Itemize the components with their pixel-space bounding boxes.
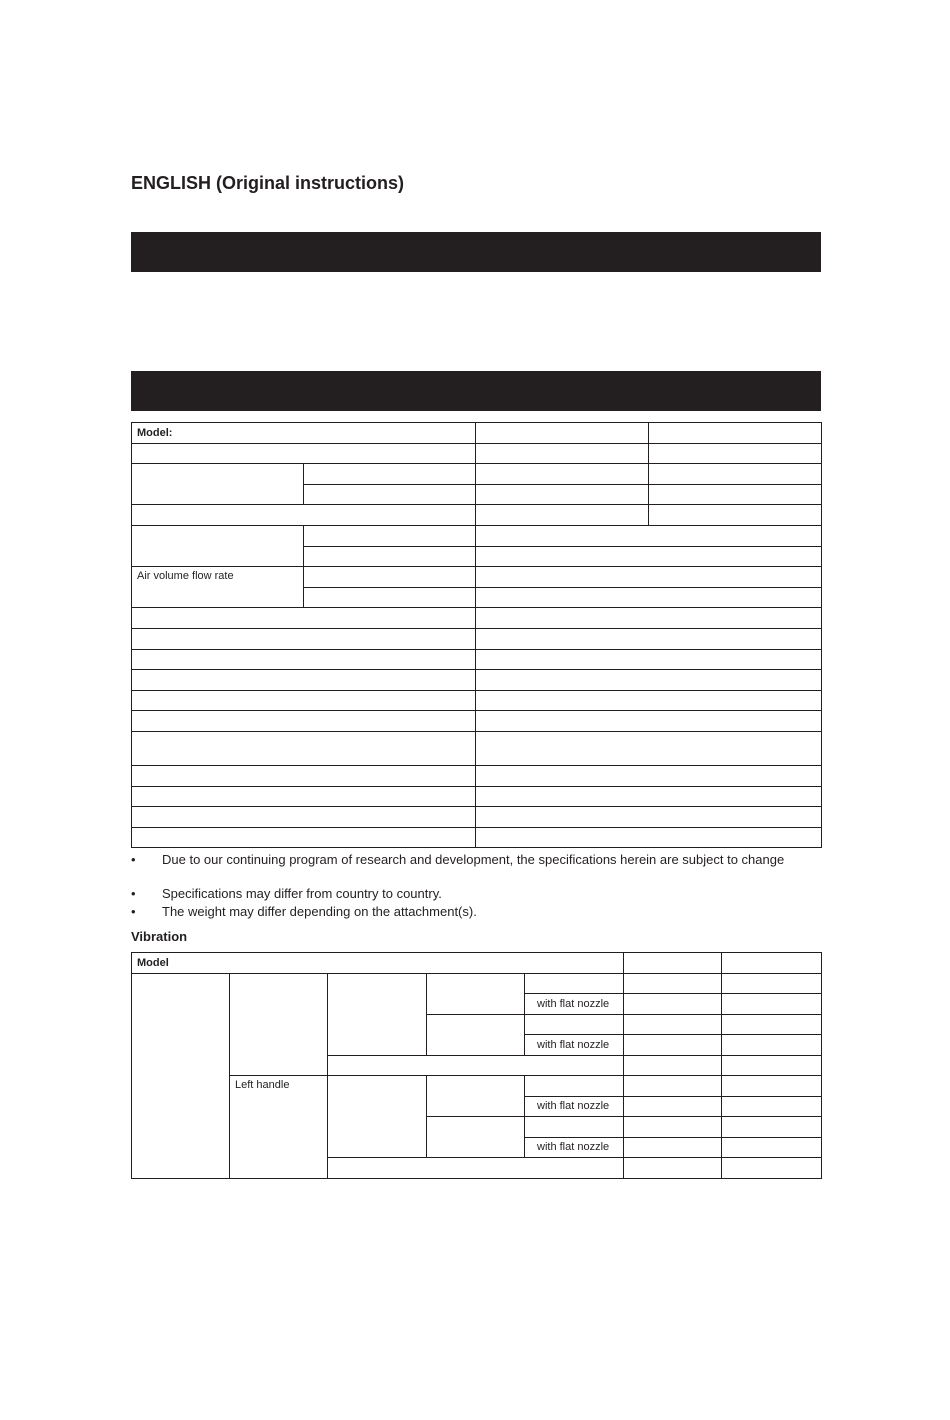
table-cell <box>132 525 304 566</box>
table-cell <box>476 443 649 464</box>
table-cell <box>476 546 822 567</box>
table-row <box>132 443 822 464</box>
table-cell <box>132 690 476 711</box>
table-cell <box>624 1158 722 1179</box>
table-cell <box>132 649 476 670</box>
table-row <box>132 807 822 828</box>
table-row <box>132 608 822 629</box>
specification-notes-continued <box>131 885 821 921</box>
table-cell <box>476 587 822 608</box>
table-row <box>132 525 822 546</box>
table-row <box>132 464 822 485</box>
table-cell <box>132 628 476 649</box>
table-cell <box>304 587 476 608</box>
table-cell <box>427 1117 525 1158</box>
table-cell <box>476 505 649 526</box>
table-cell <box>525 1076 624 1097</box>
table-cell <box>476 827 822 848</box>
table-cell <box>304 484 476 505</box>
note-text: Specifications may differ from country to country. <box>162 886 442 901</box>
table-cell <box>132 464 304 505</box>
table-cell <box>722 1035 822 1056</box>
bullet: • <box>131 886 136 901</box>
table-cell <box>722 1014 822 1035</box>
flat-nozzle-label: with flat nozzle <box>525 1035 624 1056</box>
table-cell <box>427 1014 525 1055</box>
table-row <box>132 628 822 649</box>
specifications-table <box>131 422 822 848</box>
table-cell <box>649 423 822 444</box>
table-cell <box>132 765 476 786</box>
table-cell <box>476 484 649 505</box>
specifications-header-bar <box>131 371 821 411</box>
table-cell <box>722 973 822 994</box>
table-cell <box>722 1055 822 1076</box>
table-cell <box>132 711 476 732</box>
table-cell <box>328 1076 427 1158</box>
bullet: • <box>131 852 136 867</box>
table-cell <box>132 505 476 526</box>
table-cell <box>230 973 328 1076</box>
table-cell <box>722 1137 822 1158</box>
table-cell <box>722 1096 822 1117</box>
table-cell <box>328 973 427 1055</box>
table-cell <box>722 994 822 1015</box>
table-row <box>132 423 822 444</box>
air-volume-label: Air volume flow rate <box>132 567 304 608</box>
table-cell <box>132 731 476 765</box>
note-item <box>131 851 821 869</box>
table-cell <box>722 1158 822 1179</box>
table-cell <box>476 525 822 546</box>
flat-nozzle-label: with flat nozzle <box>525 1096 624 1117</box>
table-cell <box>132 827 476 848</box>
table-cell <box>132 807 476 828</box>
table-cell <box>722 953 822 974</box>
table-row <box>132 1076 822 1097</box>
note-text: Due to our continuing program of research and development, the specifications herein are subject to change <box>162 852 785 867</box>
table-cell <box>476 711 822 732</box>
vibration-heading: Vibration <box>131 929 188 944</box>
table-row <box>132 567 822 588</box>
table-cell <box>132 443 476 464</box>
table-cell <box>476 464 649 485</box>
note-item <box>131 903 821 921</box>
table-row <box>132 765 822 786</box>
table-row <box>132 690 822 711</box>
table-cell <box>624 1117 722 1138</box>
table-cell <box>624 1035 722 1056</box>
flat-nozzle-label: with flat nozzle <box>525 1137 624 1158</box>
table-cell <box>132 608 476 629</box>
table-cell <box>624 953 722 974</box>
table-cell <box>476 649 822 670</box>
table-cell <box>304 546 476 567</box>
table-cell <box>722 1117 822 1138</box>
page-title: ENGLISH (Original instructions) <box>131 173 405 193</box>
table-cell <box>624 1055 722 1076</box>
table-row <box>132 786 822 807</box>
section-header-bar <box>131 232 821 272</box>
table-cell <box>476 765 822 786</box>
table-cell <box>304 567 476 588</box>
table-cell <box>132 670 476 691</box>
flat-nozzle-label: with flat nozzle <box>525 994 624 1015</box>
table-cell <box>304 525 476 546</box>
table-cell <box>476 690 822 711</box>
left-handle-label: Left handle <box>230 1076 328 1179</box>
table-cell <box>525 1117 624 1138</box>
table-cell <box>624 973 722 994</box>
vibration-model-label: Model <box>132 953 624 974</box>
table-cell <box>525 973 624 994</box>
table-cell <box>304 464 476 485</box>
table-row <box>132 649 822 670</box>
table-cell <box>525 1014 624 1035</box>
note-item <box>131 885 821 903</box>
table-cell <box>476 567 822 588</box>
table-cell <box>476 628 822 649</box>
table-row <box>132 670 822 691</box>
table-cell <box>649 484 822 505</box>
table-cell <box>476 731 822 765</box>
model-label: Model: <box>132 423 476 444</box>
bullet: • <box>131 904 136 919</box>
vibration-table <box>131 952 822 1179</box>
table-cell <box>624 1137 722 1158</box>
table-cell <box>624 1076 722 1097</box>
table-row <box>132 711 822 732</box>
table-cell <box>624 1014 722 1035</box>
table-row <box>132 505 822 526</box>
table-cell <box>476 807 822 828</box>
table-cell <box>649 464 822 485</box>
table-cell <box>624 1096 722 1117</box>
table-row <box>132 731 822 765</box>
table-cell <box>649 505 822 526</box>
table-row <box>132 973 822 994</box>
table-cell <box>132 786 476 807</box>
table-cell <box>476 608 822 629</box>
table-cell <box>476 423 649 444</box>
table-cell <box>649 443 822 464</box>
table-cell <box>476 670 822 691</box>
table-cell <box>427 973 525 1014</box>
table-cell <box>132 973 230 1178</box>
table-cell <box>476 786 822 807</box>
table-row <box>132 953 822 974</box>
table-cell <box>624 994 722 1015</box>
note-text: The weight may differ depending on the attachment(s). <box>162 904 477 919</box>
table-cell <box>722 1076 822 1097</box>
specification-notes <box>131 851 821 869</box>
table-cell <box>427 1076 525 1117</box>
table-cell <box>328 1158 624 1179</box>
table-cell <box>328 1055 624 1076</box>
table-row <box>132 827 822 848</box>
